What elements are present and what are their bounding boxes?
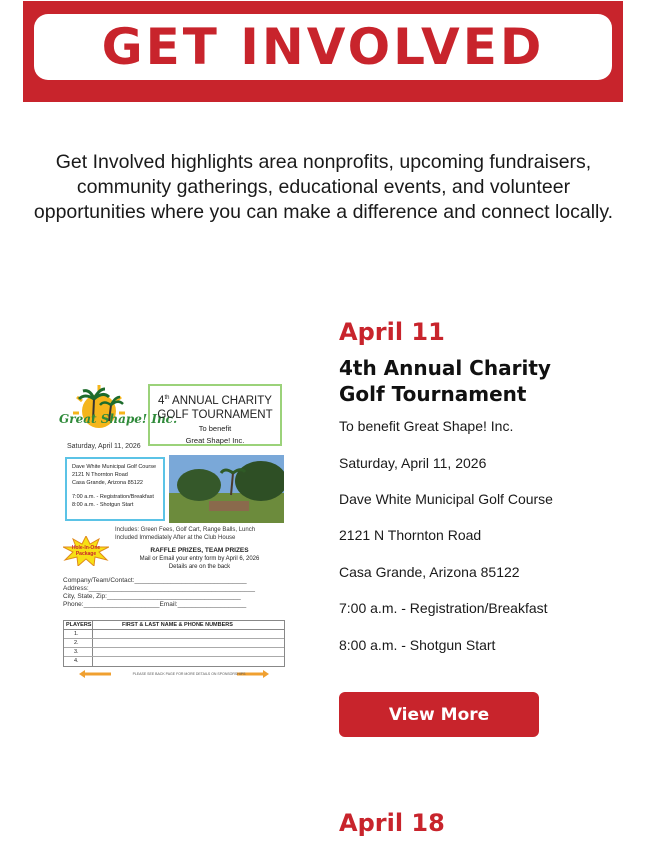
event-detail-line: 7:00 a.m. - Registration/Breakfast [339,600,548,616]
event-detail-line: Dave White Municipal Golf Course [339,491,553,507]
flyer-form-field: Address:______________________________________________ [63,585,255,592]
hole-in-one-badge [63,536,109,566]
flyer-includes [115,526,285,542]
banner-pill [34,14,612,80]
flyer-address-line: 7:00 a.m. - Registration/Breakfast [72,494,154,500]
event-detail-line: Saturday, April 11, 2026 [339,455,487,471]
table-row-number: 2. [74,640,79,646]
flyer-title-line2: GOLF TOURNAMENT [157,408,273,421]
flyer-form-field: Company/Team/Contact:_______________________________ [63,577,247,584]
table-row-number: 4. [74,658,79,664]
flyer-logo-text: Great Shape! Inc. [59,412,178,426]
flyer-footer [79,670,269,678]
flyer-title-rest: ANNUAL CHARITY [172,394,272,407]
flyer-title-suffix: th [164,395,170,401]
hole-in-one-line1: Hole-In-One [71,545,101,551]
event-detail-line: Casa Grande, Arizona 85122 [339,564,520,580]
flyer-date: Saturday, April 11, 2026 [67,443,141,450]
flyer-title-number: 4 [158,394,165,407]
table-header-players: PLAYERS [66,622,92,628]
flyer-form-field: Phone:_____________________Email:___________________ [63,601,247,608]
flyer-includes-line: Includes: Green Fees, Golf Cart, Range Balls, Lunch [115,527,256,533]
table-row-number: 3. [74,649,79,655]
flyer-raffle-title: RAFFLE PRIZES, TEAM PRIZES [150,547,249,554]
hole-in-one-line2: Package [75,551,97,557]
flyer-title-line1 [150,391,280,408]
flyer-raffle [117,547,282,571]
flyer-includes-line: Included Immediately After at the Club House [115,535,236,541]
table-row [64,648,284,657]
flyer-address-line: 2121 N Thornton Road [72,472,128,478]
flyer-benefit-line1: To benefit [198,423,232,433]
table-row [64,630,284,639]
flyer-form-field: City, State, Zip:_____________________________________ [63,593,241,600]
flyer-address-line: Dave White Municipal Golf Course [72,464,157,470]
flyer-address-box [65,457,165,521]
flyer-raffle-line: Details are on the back [168,564,231,570]
event-detail-line: 8:00 a.m. - Shotgun Start [339,637,496,653]
banner-title: GET INVOLVED [101,18,545,76]
event-detail-line: To benefit Great Shape! Inc. [339,418,514,434]
event-date: April 11 [339,318,445,346]
flyer-footer-note: PLEASE SEE BACK PAGE FOR MORE DETAILS ON SPONSORSHIPS [132,672,246,676]
flyer-entry-form [63,577,285,609]
flyer-title-box [148,384,282,446]
golf-course-photo [169,455,284,523]
flyer-raffle-line: Mail or Email your entry form by April 6, 2026 [139,556,260,562]
intro-text: Get Involved highlights area nonprofits, upcoming fundraisers, community gatherings, educational events, and volunteer opportunities where you can make a difference and connect locally. [33,151,614,223]
table-row [64,657,284,666]
flyer-benefit-line2: Great Shape! Inc. [185,435,245,445]
event-detail-line: 2121 N Thornton Road [339,527,482,543]
table-row-number: 1. [74,631,79,637]
table-header-names: FIRST & LAST NAME & PHONE NUMBERS [122,622,233,628]
table-header [64,621,284,630]
event-flyer-image[interactable] [49,369,287,685]
event-title: 4th Annual Charity Golf Tournament [339,356,551,406]
flyer-address-line: 8:00 a.m. - Shotgun Start [72,502,134,508]
flyer-address-line: Casa Grande, Arizona 85122 [72,480,143,486]
flyer-players-table [63,620,285,667]
table-row [64,639,284,648]
event-date: April 18 [339,809,445,837]
get-involved-banner [23,1,623,102]
view-more-button[interactable]: View More [339,692,539,737]
